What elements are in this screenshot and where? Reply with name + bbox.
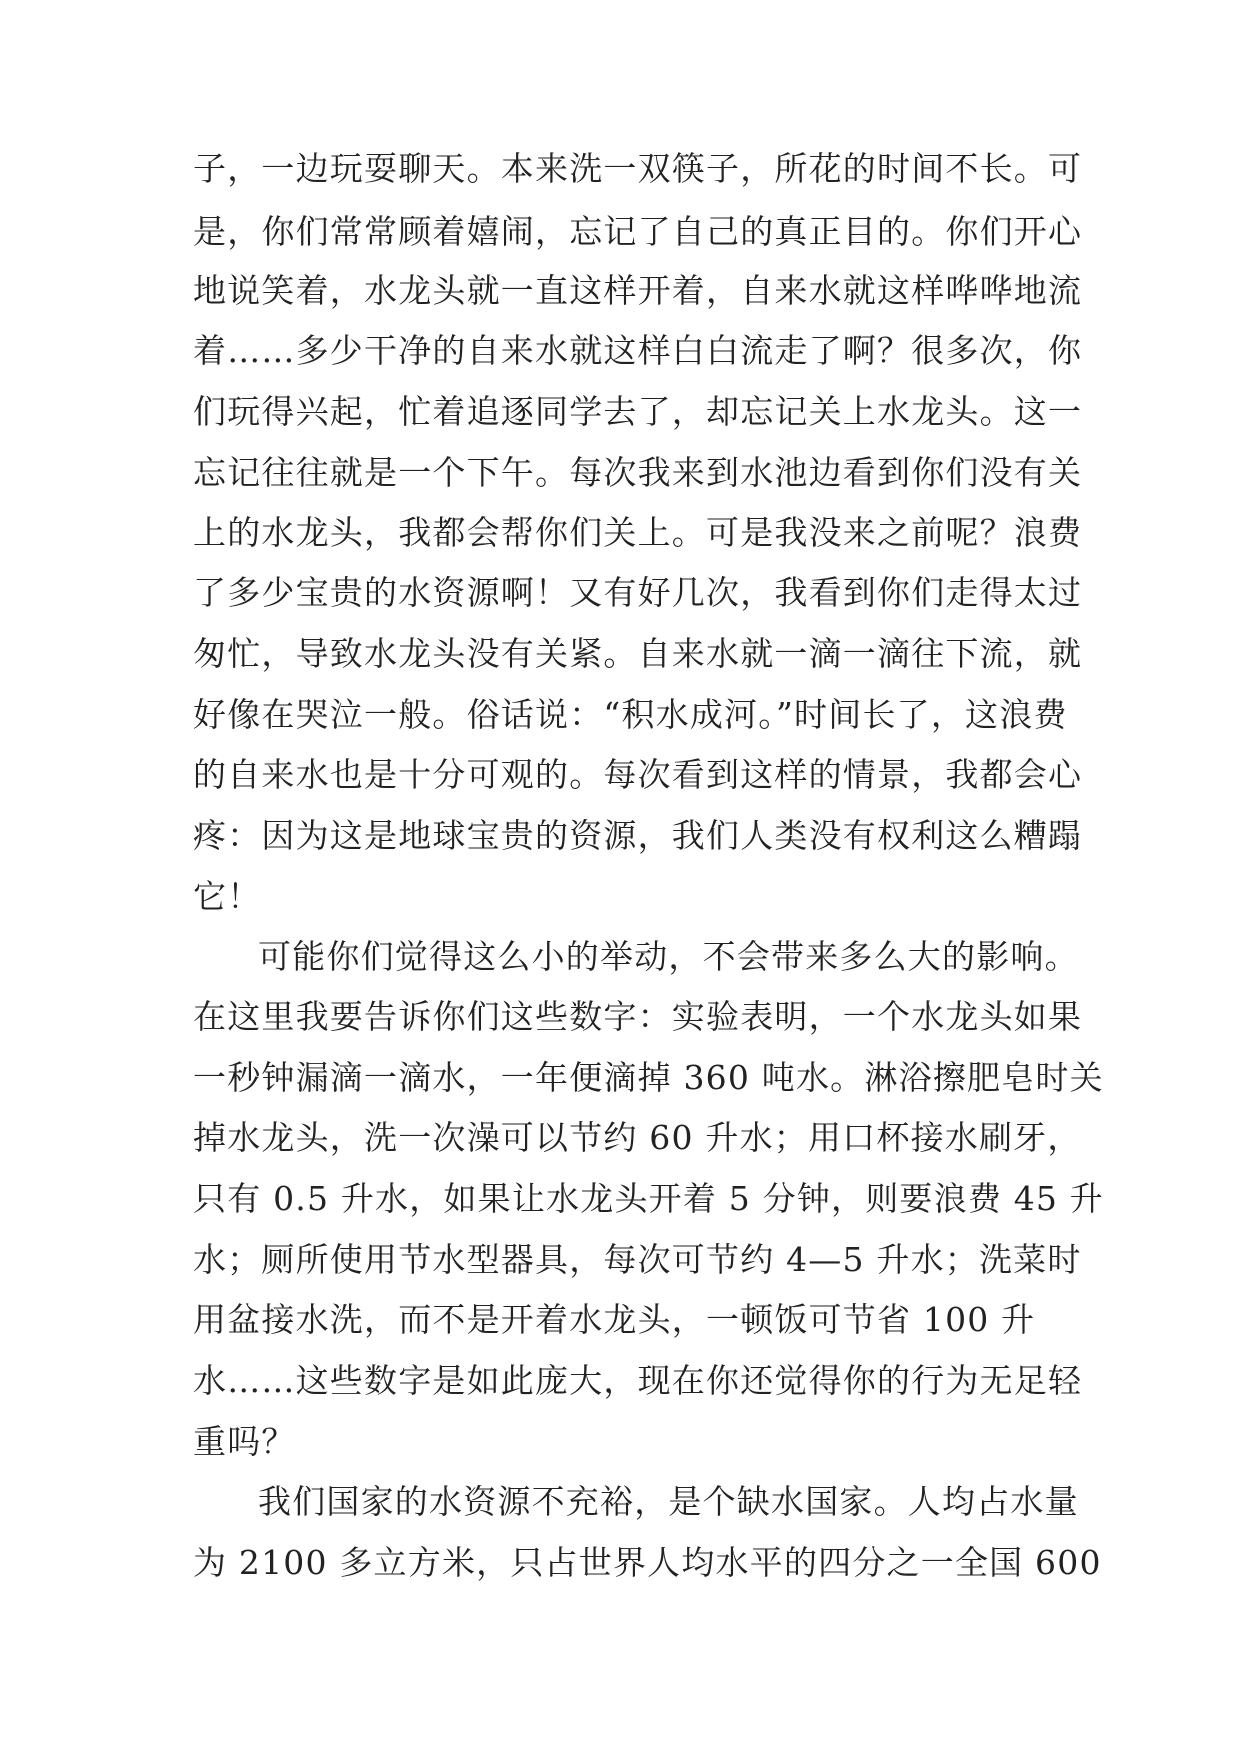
text-line: 上的水龙头，我都会帮你们关上。可是我没来之前呢？浪费 xyxy=(193,513,1083,552)
paragraph-first-line: 我们国家的水资源不充裕，是个缺水国家。人均占水量 xyxy=(258,1482,1079,1521)
text-line: 用盆接水洗，而不是开着水龙头，一顿饭可节省 100 升 xyxy=(193,1300,1036,1339)
text-line: 水……这些数字是如此庞大，现在你还觉得你的行为无足轻 xyxy=(193,1361,1083,1400)
text-line: 掉水龙头，洗一次澡可以节约 60 升水；用口杯接水刷牙， xyxy=(193,1118,1082,1157)
text-line: 疼：因为这是地球宝贵的资源，我们人类没有权利这么糟蹋 xyxy=(193,816,1083,855)
text-line: 的自来水也是十分可观的。每次看到这样的情景，我都会心 xyxy=(193,755,1083,794)
text-line: 只有 0.5 升水，如果让水龙头开着 5 分钟，则要浪费 45 升 xyxy=(193,1179,1105,1218)
text-line: 一秒钟漏滴一滴水，一年便滴掉 360 吨水。淋浴擦肥皂时关 xyxy=(193,1058,1104,1097)
text-line: 忘记往往就是一个下午。每次我来到水池边看到你们没有关 xyxy=(193,453,1083,492)
text-line: 了多少宝贵的水资源啊！又有好几次，我看到你们走得太过 xyxy=(193,573,1083,612)
text-line: 好像在哭泣一般。俗话说：“积水成河。”时间长了，这浪费 xyxy=(193,695,1068,734)
text-line: 们玩得兴起，忙着追逐同学去了，却忘记关上水龙头。这一 xyxy=(193,392,1083,431)
text-line: 为 2100 多立方米，只占世界人均水平的四分之一全国 600 xyxy=(193,1543,1102,1582)
text-line: 匆忙，导致水龙头没有关紧。自来水就一滴一滴往下流，就 xyxy=(193,634,1083,673)
text-line: 是，你们常常顾着嬉闹，忘记了自己的真正目的。你们开心 xyxy=(193,212,1083,251)
text-line: 地说笑着，水龙头就一直这样开着，自来水就这样哗哗地流 xyxy=(193,271,1083,310)
text-line: 着……多少干净的自来水就这样白白流走了啊？很多次，你 xyxy=(193,331,1083,370)
text-line: 子，一边玩耍聊天。本来洗一双筷子，所花的时间不长。可 xyxy=(193,149,1083,188)
text-line: 它！ xyxy=(193,877,262,916)
text-line: 重吗？ xyxy=(193,1422,296,1461)
paragraph-first-line: 可能你们觉得这么小的举动，不会带来多么大的影响。 xyxy=(258,937,1079,976)
text-line: 在这里我要告诉你们这些数字：实验表明，一个水龙头如果 xyxy=(193,997,1083,1036)
text-line: 水；厕所使用节水型器具，每次可节约 4—5 升水；洗菜时 xyxy=(193,1240,1082,1279)
